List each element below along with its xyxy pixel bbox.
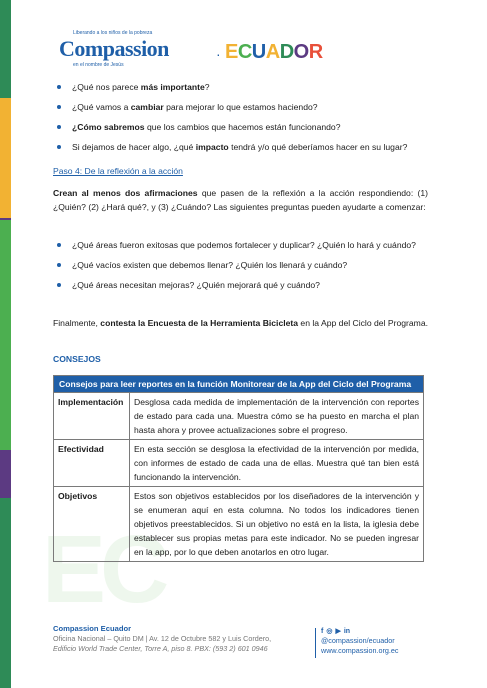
bullet-item [53,80,428,94]
action-questions [53,238,428,298]
table-row [54,487,424,562]
logo-compassion: Compassion [59,36,169,61]
bullet-text-end: ? [204,82,210,92]
bullet-dot [57,125,61,129]
watermark-logo: EC [42,516,164,623]
footer-org: Compassion Ecuador [53,624,132,633]
question-item [53,238,428,252]
question-text: ¿Qué áreas necesitan mejoras? ¿Quién mejorará qué y cuándo? [72,280,320,290]
linkedin-icon[interactable]: in [343,628,351,635]
footer-divider [315,628,316,658]
social-icons [321,626,399,636]
bullet-dot [57,283,61,287]
bullet-text: Si dejamos de hacer algo, ¿qué [72,142,196,152]
question-text: ¿Qué áreas fueron exitosas que podemos fortalecer y duplicar? ¿Quién lo hará y cuándo? [72,240,416,250]
question-item [53,278,428,292]
row-key: Implementación [54,393,130,440]
bullet-dot [57,263,61,267]
instagram-icon[interactable]: ◎ [326,628,333,635]
logo-separator: · [216,46,221,62]
bullet-text: ¿Qué vamos a [72,102,131,112]
final-pre: Finalmente, [53,318,101,328]
consejos-heading: CONSEJOS [53,354,101,364]
step-4-heading [53,164,428,178]
bullet-text-end: tendrá y/o qué deberíamos hacer en su lugar? [228,142,408,152]
bullet-text: ¿Qué nos parece [72,82,141,92]
table-header: Consejos para leer reportes en la función Monitorear de la App del Ciclo del Programa [54,376,424,393]
bullet-bold: más importante [140,82,205,92]
bullet-bold: ¿Cómo sabremos [72,122,145,132]
color-stripe-green-2 [0,220,11,450]
bullet-bold: cambiar [130,102,164,112]
bullet-dot [57,243,61,247]
logo-subtagline: en el nombre de Jesús [73,62,124,68]
reflection-questions [53,80,428,160]
final-bold: contesta la Encuesta de la Herramienta Bicicleta [100,318,299,328]
afirmaciones-paragraph [53,186,428,214]
youtube-icon[interactable]: ▶ [335,628,341,635]
bullet-dot [57,145,61,149]
footer-address [53,624,271,654]
color-stripe-purple-2 [0,450,11,498]
bullet-item [53,140,428,154]
bullet-item [53,120,428,134]
table-row [54,440,424,487]
bullet-dot [57,85,61,89]
bullet-text-end: que los cambios que hacemos están funcionando? [144,122,341,132]
question-text: ¿Qué vacíos existen que debemos llenar? ¿Quién los llenará y cuándo? [72,260,348,270]
step-4-title: Paso 4: De la reflexión a la acción [53,166,183,176]
footer-contact [321,626,399,656]
final-paragraph [53,316,428,330]
logo-ecuador: ECUADOR [225,41,323,63]
afirmaciones-bold: Crean al menos dos afirmaciones [53,188,198,198]
facebook-icon[interactable]: f [321,628,324,635]
row-value: En esta sección se desglosa la efectividad de la intervención por medida, con informes de estado de cada una de ellas. Muestra qué tan bien está funcionando la intervención. [130,440,424,487]
bullet-item [53,100,428,114]
question-item [53,258,428,272]
color-stripe-teal [0,498,11,688]
row-key: Objetivos [54,487,130,562]
consejos-section [53,352,428,366]
row-key: Efectividad [54,440,130,487]
footer-address-1: Oficina Nacional – Quito DM | Av. 12 de Octubre 582 y Luis Cordero, [53,634,272,643]
bullet-bold: impacto [195,142,229,152]
row-value: Desglosa cada medida de implementación de la intervención con reportes de estado para cada una. Muestra cómo se ha puesto en marcha el plan hasta ahora y provee actualizaciones sobre el progreso. [130,393,424,440]
consejos-table [53,375,424,562]
bullet-dot [57,105,61,109]
table-row [54,393,424,440]
footer-website[interactable]: www.compassion.org.ec [321,646,399,655]
final-post: en la App del Ciclo del Programa. [298,318,428,328]
color-stripe-yellow [0,98,11,218]
afirmaciones-text: que pasen de la reflexión a la acción respondiendo: (1) ¿Quién? (2) ¿Hará qué?, y (3) ¿Cuándo? Las siguientes preguntas pueden ayudarte a comenzar: [53,188,428,212]
bullet-text-end: para mejorar lo que estamos haciendo? [163,102,318,112]
color-stripe-green [0,0,11,98]
footer-handle[interactable]: @compassion/ecuador [321,636,395,645]
row-value: Estos son objetivos establecidos por los diseñadores de la intervención y se enumeran aquí en esta columna. No todos los indicadores tienen objetivos preestablecidos. Si un objetivo no está en la lista, la iglesia debe establecer sus propias metas para este indicador. No se pueden ingresar en la app, por lo que deben anotarlos en otro lugar. [130,487,424,562]
logo-tagline: Liberando a los niños de la pobreza [73,30,153,36]
footer-address-2: Edificio World Trade Center, Torre A, piso 8. PBX: (593 2) 601 0946 [53,644,268,653]
